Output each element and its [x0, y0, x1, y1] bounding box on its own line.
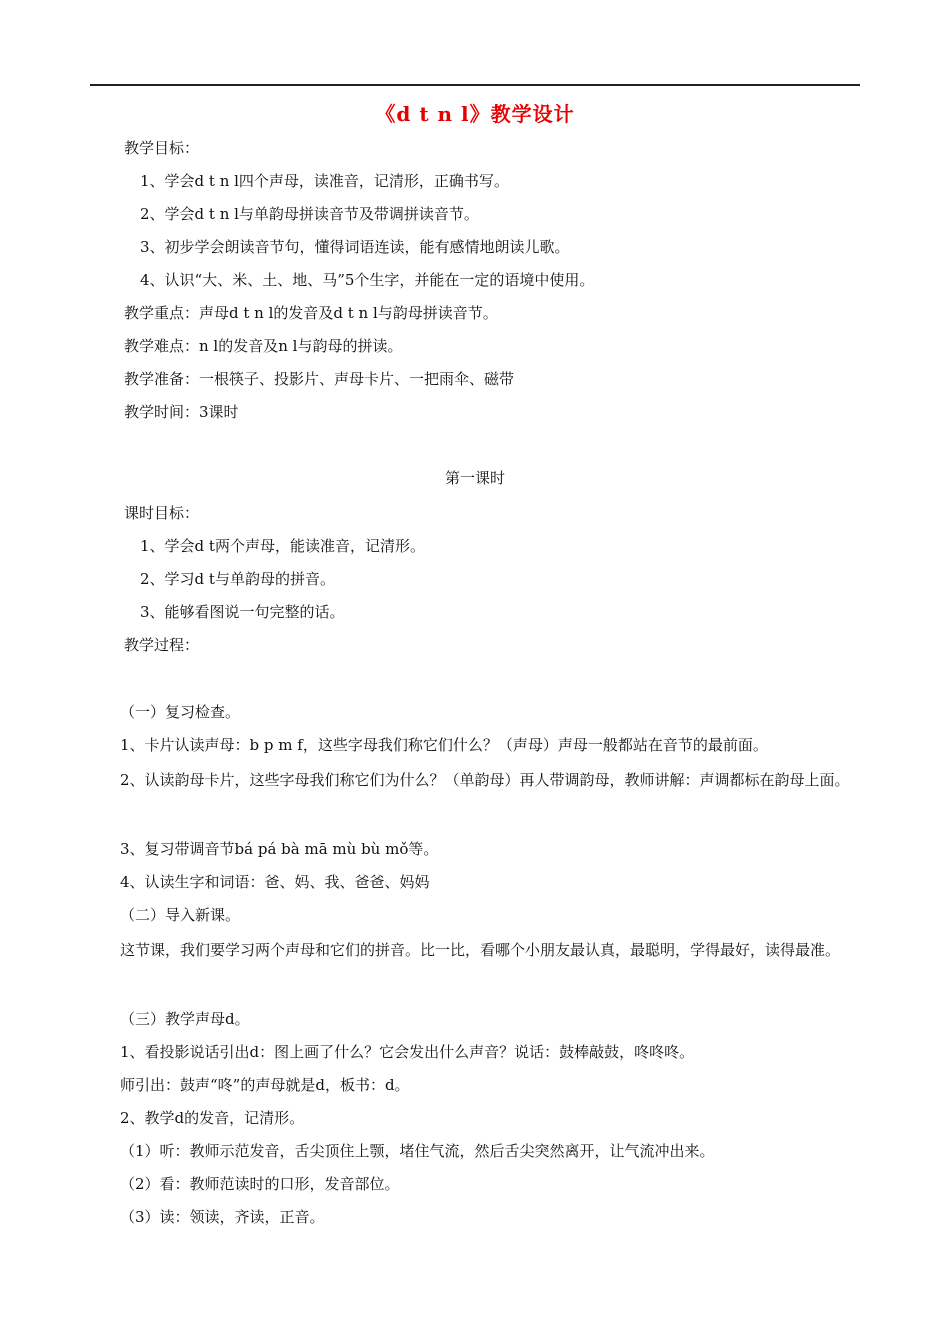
goal-item: 4、认识“大、米、土、地、马”5个生字，并能在一定的语境中使用。 [140, 271, 595, 289]
section-item: （1）听：教师示范发音，舌尖顶住上颚，堵住气流，然后舌尖突然离开，让气流冲出来。 [120, 1142, 715, 1160]
header-rule [90, 84, 860, 86]
section-item: 4、认读生字和词语：爸、妈、我、爸爸、妈妈 [120, 873, 430, 891]
process-heading: 教学过程： [124, 636, 200, 654]
section-heading: （三）教学声母d。 [120, 1010, 250, 1028]
section-item: 1、看投影说话引出d：图上画了什么？它会发出什么声音？说话：鼓棒敲鼓，咚咚咚。 [120, 1043, 695, 1061]
lesson-goals-heading: 课时目标： [124, 504, 200, 522]
difficulties: 教学难点：n l的发音及n l与韵母的拼读。 [124, 337, 403, 355]
section-heading: （二）导入新课。 [120, 906, 241, 924]
lesson-goal-item: 1、学会d t两个声母，能读准音，记清形。 [140, 537, 425, 555]
lesson-goal-item: 2、学习d t与单韵母的拼音。 [140, 570, 335, 588]
goal-item: 3、初步学会朗读音节句，懂得词语连读，能有感情地朗读儿歌。 [140, 238, 570, 256]
teaching-time: 教学时间：3课时 [124, 403, 239, 421]
section-item: 2、教学d的发音，记清形。 [120, 1109, 305, 1127]
section-item: 3、复习带调音节bá pá bà mā mù bù mǒ等。 [120, 840, 439, 858]
lesson-goal-item: 3、能够看图说一句完整的话。 [140, 603, 345, 621]
section-item: 1、卡片认读声母：b p m f，这些字母我们称它们什么？（声母）声母一般都站在音节的最前面。 [120, 736, 768, 754]
section-item: 2、认读韵母卡片，这些字母我们称它们为什么？（单韵母）再人带调韵母，教师讲解：声调都标在韵母上面。 [120, 771, 850, 789]
section-item: （3）读：领读，齐读，正音。 [120, 1208, 325, 1226]
goal-item: 2、学会d t n l与单韵母拼读音节及带调拼读音节。 [140, 205, 479, 223]
section-heading: （一）复习检查。 [120, 703, 241, 721]
preparation: 教学准备：一根筷子、投影片、声母卡片、一把雨伞、磁带 [124, 370, 515, 388]
section-paragraph: 这节课，我们要学习两个声母和它们的拼音。比一比，看哪个小朋友最认真，最聪明，学得最好，读得最准。 [120, 941, 841, 959]
goal-item: 1、学会d t n l四个声母，读准音，记清形，正确书写。 [140, 172, 509, 190]
section-item: （2）看：教师范读时的口形，发音部位。 [120, 1175, 400, 1193]
goals-heading: 教学目标： [124, 139, 200, 157]
lesson-heading: 第一课时 [444, 469, 505, 487]
section-item: 师引出：鼓声“咚”的声母就是d，板书：d。 [120, 1076, 410, 1094]
key-points: 教学重点：声母d t n l的发音及d t n l与韵母拼读音节。 [124, 304, 498, 322]
document-title: 《d t n l》教学设计 [375, 102, 575, 126]
